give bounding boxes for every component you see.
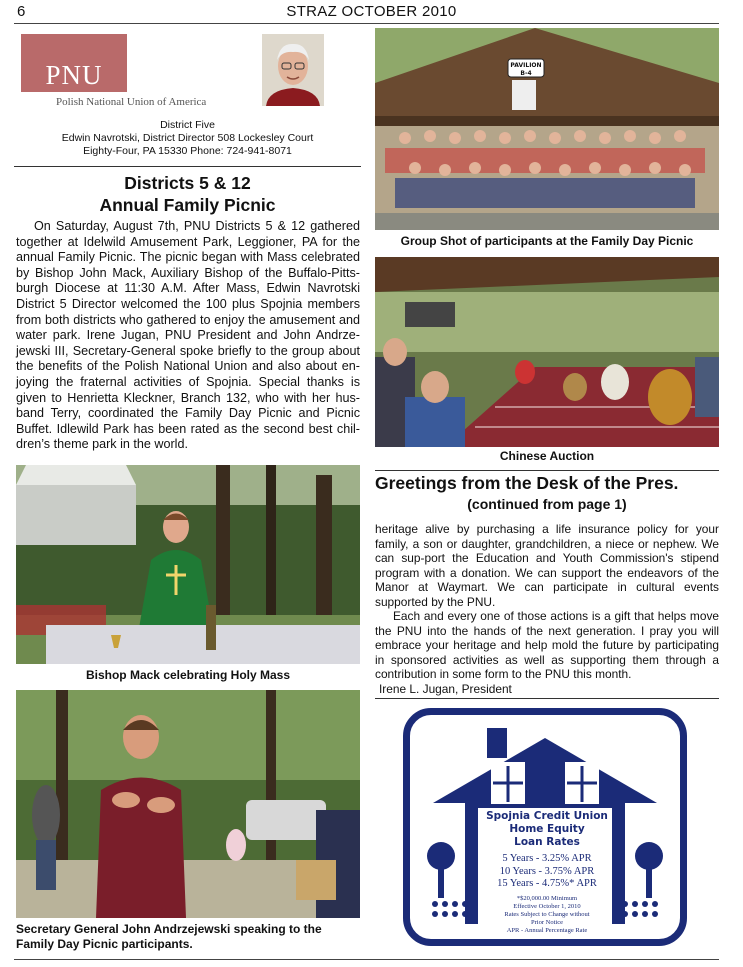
director-portrait: [262, 34, 324, 106]
ad-note-effective: Effective October 1, 2010: [513, 902, 581, 910]
ad-rate-15-years: 15 Years - 4.75%* APR: [497, 878, 597, 889]
headline-line-1: Districts 5 & 12: [124, 173, 251, 193]
auction-photo-caption: Chinese Auction: [499, 449, 595, 463]
page-number: 6: [17, 3, 26, 20]
district-info: [15, 119, 360, 158]
headline-line-2: Annual Family Picnic: [99, 195, 276, 215]
footer-rule: [14, 959, 719, 960]
ad-note-minimum: *$20,000.00 Minimum: [516, 894, 578, 902]
greetings-continued: (continued from page 1): [467, 496, 627, 512]
article-paragraph: On Saturday, August 7th, PNU Districts 5 & 12 gathered together at Idelwild Amusement Park, Leggioner, PA for the annual Family Picnic. The picnic began with Mass celebrated by Bishop John Mack, Auxiliary Bishop of the Buffalo-Pitts-burgh Diocese at 11:30 A.M. After Mass, Edwin Navrotski District 5 Director welcomed the 100 plus Spojnia members from both districts who gathered to enjoy the amusement and water park. Irene Jugan, PNU President and John Andrze-jewski III, Secretary-General spoke briefly to the group about the benefits of the Polish National Union and also about en-joying the fraternal activities of Spojnia. Special thanks is given to Henrietta Kleckner, Branch 132, who with her hus-band Terry, coordinated the Family Day Picnic and Picnic Buffet. Idlewild Park has been rated as the second best chil-dren’s theme park in the world.: [16, 219, 360, 452]
article-body: [16, 219, 360, 453]
secretary-photo-caption: Secretary General John Andrzejewski speaking to the Family Day Picnic participants.: [16, 922, 322, 951]
greetings-signature: Irene L. Jugan, President: [379, 681, 512, 696]
ad-rate-10-years: 10 Years - 3.75% APR: [499, 865, 595, 877]
greetings-headline: Greetings from the Desk of the Pres.: [375, 473, 679, 493]
section-rule: [14, 166, 361, 167]
ad-note-apr: APR - Annual Percentage Rate: [506, 926, 588, 934]
ad-note-subject: Rates Subject to Change without: [504, 910, 590, 918]
pnu-logo-mark: PNU: [45, 60, 103, 90]
bishop-photo-caption: Bishop Mack celebrating Holy Mass: [85, 668, 291, 682]
ad-title-line-3: Loan Rates: [514, 836, 580, 848]
greetings-bottom-rule: [375, 698, 719, 699]
group-photo: [375, 28, 719, 230]
district-name: District Five: [160, 119, 215, 131]
greetings-paragraph-2: Each and every one of those actions is a gift that helps move the PNU into the hands of the next generation. I pray you will embrace your heritage and help mold the future by participating in sponsored activities as well as supporting them through a contribution in some form to the PNU this month.: [375, 609, 719, 681]
pnu-logo-subtitle: Polish National Union of America: [56, 96, 207, 108]
group-photo-caption: Group Shot of participants at the Family Day Picnic: [400, 234, 694, 248]
pavilion-sign-line1: PAVILION: [510, 62, 542, 69]
ad-note-prior: Prior Notice: [531, 918, 563, 926]
ad-title-line-1: Spojnia Credit Union: [486, 810, 608, 822]
secretary-photo: [16, 690, 360, 918]
bishop-mass-photo: [16, 465, 360, 664]
ad-text-block: [478, 810, 616, 935]
ad-title-line-2: Home Equity: [509, 823, 585, 835]
newspaper-title: STRAZ OCTOBER 2010: [286, 3, 457, 20]
district-address: Eighty-Four, PA 15330 Phone: 724-941-8071: [83, 145, 292, 157]
greetings-body: [375, 522, 719, 696]
header-rule: [14, 23, 719, 24]
pavilion-sign-line2: B-4: [520, 70, 532, 77]
chinese-auction-photo: [375, 257, 719, 447]
article-headline: [15, 172, 360, 216]
greetings-top-rule: [375, 470, 719, 471]
district-director: Edwin Navrotski, District Director 508 Lockesley Court: [61, 132, 314, 144]
greetings-paragraph-1: heritage alive by purchasing a life insurance policy for your family, a son or daughter, grandchildren, a niece or nephew. We can sup-port the Education and Youth Commission's stipend program with a donation. We can support the endeavors of the Manor at Waymart. We can participate in cultural events supported by the PNU.: [375, 522, 719, 609]
ad-rate-5-years: 5 Years - 3.25% APR: [502, 853, 592, 864]
